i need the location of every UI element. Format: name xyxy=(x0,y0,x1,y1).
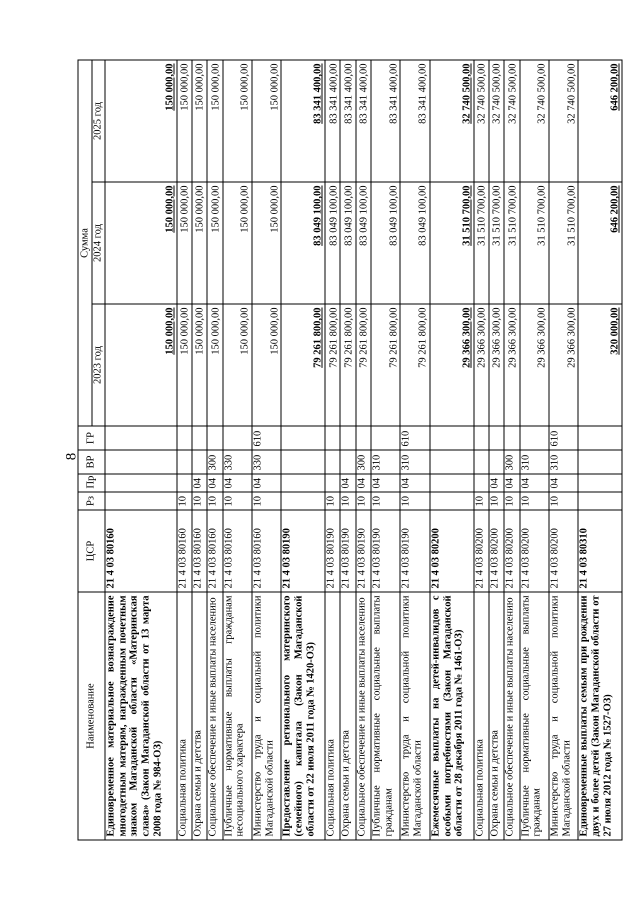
table-row xyxy=(105,60,177,840)
row-csr: 21 4 03 80190 xyxy=(356,510,371,592)
row-name: Публичные нормативные социальные выплаты гражданам xyxy=(371,592,400,840)
row-gr xyxy=(578,426,622,450)
budget-sheet xyxy=(78,61,623,841)
row-name: Социальная политика xyxy=(177,592,192,840)
row-gr xyxy=(489,426,504,450)
row-pr xyxy=(325,474,340,492)
table-row xyxy=(340,60,355,840)
table-row xyxy=(281,60,325,840)
row-sum-2023: 79 261 800,00 xyxy=(400,304,429,426)
table-row xyxy=(356,60,371,840)
row-name: Публичные нормативные социальные выплаты гражданам xyxy=(520,592,549,840)
row-sum-2023: 150 000,00 xyxy=(192,304,207,426)
row-sum-2025: 150 000,00 xyxy=(177,60,192,182)
row-vr xyxy=(177,450,192,474)
row-csr: 21 4 03 80160 xyxy=(223,510,252,592)
row-name: Охрана семьи и детства xyxy=(489,592,504,840)
row-pr: 04 xyxy=(207,474,222,492)
row-gr xyxy=(371,426,400,450)
row-vr xyxy=(340,450,355,474)
row-sum-2025: 32 740 500,00 xyxy=(504,60,519,182)
row-csr: 21 4 03 80190 xyxy=(281,510,325,592)
row-sum-2025: 150 000,00 xyxy=(223,60,252,182)
table-row xyxy=(177,60,192,840)
row-sum-2025: 83 341 400,00 xyxy=(340,60,355,182)
row-vr: 300 xyxy=(207,450,222,474)
row-rz xyxy=(105,492,177,510)
row-vr: 310 xyxy=(549,450,578,474)
row-gr xyxy=(504,426,519,450)
row-csr: 21 4 03 80310 xyxy=(578,510,622,592)
row-sum-2023: 29 366 300,00 xyxy=(474,304,489,426)
row-pr xyxy=(177,474,192,492)
row-sum-2025: 32 740 500,00 xyxy=(430,60,474,182)
row-csr: 21 4 03 80190 xyxy=(325,510,340,592)
row-sum-2025: 150 000,00 xyxy=(105,60,177,182)
row-sum-2025: 150 000,00 xyxy=(192,60,207,182)
row-gr xyxy=(281,426,325,450)
row-gr xyxy=(105,426,177,450)
row-sum-2025: 646 200,00 xyxy=(578,60,622,182)
row-gr xyxy=(356,426,371,450)
row-name: Единовременные выплаты семьям при рождении двух и более детей (Закон Магаданской области от 27 июля 2012 года № 1527-ОЗ) xyxy=(578,592,622,840)
row-gr xyxy=(430,426,474,450)
row-rz: 10 xyxy=(520,492,549,510)
row-sum-2025: 83 341 400,00 xyxy=(325,60,340,182)
row-sum-2023: 150 000,00 xyxy=(177,304,192,426)
row-gr xyxy=(340,426,355,450)
row-csr: 21 4 03 80190 xyxy=(400,510,429,592)
row-rz: 10 xyxy=(489,492,504,510)
header-year-2025: 2025 год xyxy=(92,60,105,182)
row-sum-2024: 31 510 700,00 xyxy=(504,182,519,304)
row-sum-2025: 32 740 500,00 xyxy=(549,60,578,182)
row-sum-2024: 150 000,00 xyxy=(177,182,192,304)
row-name: Социальное обеспечение и иные выплаты населению xyxy=(356,592,371,840)
row-pr: 04 xyxy=(400,474,429,492)
row-sum-2023: 29 366 300,00 xyxy=(489,304,504,426)
row-rz: 10 xyxy=(504,492,519,510)
row-sum-2023: 150 000,00 xyxy=(207,304,222,426)
row-pr xyxy=(474,474,489,492)
header-year-2024: 2024 год xyxy=(92,182,105,304)
table-row xyxy=(549,60,578,840)
table-row xyxy=(223,60,252,840)
row-sum-2025: 150 000,00 xyxy=(252,60,281,182)
row-pr xyxy=(281,474,325,492)
row-pr xyxy=(105,474,177,492)
header-pr: Пр xyxy=(78,474,105,492)
row-pr: 04 xyxy=(489,474,504,492)
row-csr: 21 4 03 80160 xyxy=(207,510,222,592)
header-rz: Рз xyxy=(78,492,105,510)
header-year-2023: 2023 год xyxy=(92,304,105,426)
row-vr xyxy=(192,450,207,474)
row-gr xyxy=(207,426,222,450)
row-pr: 04 xyxy=(340,474,355,492)
table-row xyxy=(325,60,340,840)
row-sum-2024: 83 049 100,00 xyxy=(340,182,355,304)
row-csr: 21 4 03 80200 xyxy=(520,510,549,592)
row-gr: 610 xyxy=(252,426,281,450)
row-csr: 21 4 03 80200 xyxy=(430,510,474,592)
row-sum-2024: 150 000,00 xyxy=(192,182,207,304)
row-sum-2023: 150 000,00 xyxy=(252,304,281,426)
row-sum-2023: 79 261 800,00 xyxy=(281,304,325,426)
row-sum-2024: 150 000,00 xyxy=(252,182,281,304)
row-gr xyxy=(177,426,192,450)
row-gr: 610 xyxy=(400,426,429,450)
row-vr: 310 xyxy=(400,450,429,474)
row-name: Социальная политика xyxy=(474,592,489,840)
row-rz: 10 xyxy=(177,492,192,510)
row-sum-2025: 32 740 500,00 xyxy=(489,60,504,182)
row-sum-2023: 29 366 300,00 xyxy=(549,304,578,426)
row-csr: 21 4 03 80160 xyxy=(252,510,281,592)
row-sum-2023: 79 261 800,00 xyxy=(325,304,340,426)
row-name: Министерство труда и социальной политики Магаданской области xyxy=(252,592,281,840)
table-row xyxy=(578,60,622,840)
row-sum-2025: 83 341 400,00 xyxy=(356,60,371,182)
row-gr xyxy=(192,426,207,450)
row-sum-2024: 83 049 100,00 xyxy=(400,182,429,304)
table-row xyxy=(192,60,207,840)
row-rz: 10 xyxy=(252,492,281,510)
row-csr: 21 4 03 80160 xyxy=(105,510,177,592)
row-sum-2023: 150 000,00 xyxy=(223,304,252,426)
row-rz: 10 xyxy=(223,492,252,510)
table-row xyxy=(400,60,429,840)
row-sum-2024: 150 000,00 xyxy=(207,182,222,304)
table-row xyxy=(252,60,281,840)
row-name: Охрана семьи и детства xyxy=(192,592,207,840)
header-name: Наименование xyxy=(78,592,105,840)
row-vr xyxy=(281,450,325,474)
row-sum-2025: 32 740 500,00 xyxy=(520,60,549,182)
row-sum-2023: 79 261 800,00 xyxy=(340,304,355,426)
row-pr xyxy=(578,474,622,492)
row-sum-2024: 83 049 100,00 xyxy=(371,182,400,304)
row-name: Министерство труда и социальной политики Магаданской области xyxy=(549,592,578,840)
row-gr xyxy=(520,426,549,450)
row-vr xyxy=(430,450,474,474)
row-sum-2023: 79 261 800,00 xyxy=(356,304,371,426)
row-csr: 21 4 03 80190 xyxy=(371,510,400,592)
row-csr: 21 4 03 80190 xyxy=(340,510,355,592)
row-csr: 21 4 03 80160 xyxy=(192,510,207,592)
row-name: Предоставление регионального материнского (семейного) капитала (Закон Магаданской области от 22 июля 2011 года № 1420-ОЗ) xyxy=(281,592,325,840)
row-sum-2024: 83 049 100,00 xyxy=(325,182,340,304)
header-csr: ЦСР xyxy=(78,510,105,592)
row-pr: 04 xyxy=(549,474,578,492)
table-row xyxy=(474,60,489,840)
row-sum-2024: 31 510 700,00 xyxy=(489,182,504,304)
row-pr: 04 xyxy=(252,474,281,492)
row-gr: 610 xyxy=(549,426,578,450)
row-name: Социальное обеспечение и иные выплаты населению xyxy=(207,592,222,840)
header-row xyxy=(78,60,92,840)
row-sum-2023: 320 000,00 xyxy=(578,304,622,426)
row-sum-2023: 29 366 300,00 xyxy=(520,304,549,426)
row-sum-2025: 150 000,00 xyxy=(207,60,222,182)
row-name: Социальная политика xyxy=(325,592,340,840)
row-sum-2023: 150 000,00 xyxy=(105,304,177,426)
row-sum-2024: 150 000,00 xyxy=(223,182,252,304)
table-row xyxy=(371,60,400,840)
row-name: Социальное обеспечение и иные выплаты населению xyxy=(504,592,519,840)
row-rz: 10 xyxy=(474,492,489,510)
row-sum-2025: 83 341 400,00 xyxy=(400,60,429,182)
row-rz: 10 xyxy=(400,492,429,510)
row-name: Ежемесячные выплаты на детей-инвалидов с особыми потребностями (Закон Магаданской области от 28 декабря 2011 года № 1461-ОЗ) xyxy=(430,592,474,840)
row-vr xyxy=(578,450,622,474)
row-sum-2023: 29 366 300,00 xyxy=(430,304,474,426)
row-vr xyxy=(489,450,504,474)
row-vr: 310 xyxy=(520,450,549,474)
row-csr: 21 4 03 80200 xyxy=(474,510,489,592)
row-vr xyxy=(325,450,340,474)
table-row xyxy=(520,60,549,840)
row-sum-2025: 32 740 500,00 xyxy=(474,60,489,182)
row-pr: 04 xyxy=(192,474,207,492)
row-rz: 10 xyxy=(340,492,355,510)
row-pr: 04 xyxy=(356,474,371,492)
row-name: Министерство труда и социальной политики Магаданской области xyxy=(400,592,429,840)
row-gr xyxy=(223,426,252,450)
row-rz: 10 xyxy=(549,492,578,510)
row-csr: 21 4 03 80200 xyxy=(549,510,578,592)
row-vr: 330 xyxy=(223,450,252,474)
row-rz: 10 xyxy=(356,492,371,510)
table-row xyxy=(207,60,222,840)
row-rz: 10 xyxy=(325,492,340,510)
row-gr xyxy=(325,426,340,450)
row-vr xyxy=(474,450,489,474)
header-gr: ГР xyxy=(78,426,105,450)
row-sum-2024: 31 510 700,00 xyxy=(474,182,489,304)
row-rz xyxy=(578,492,622,510)
row-csr: 21 4 03 80200 xyxy=(489,510,504,592)
row-vr: 310 xyxy=(371,450,400,474)
budget-table xyxy=(78,59,623,840)
row-sum-2024: 83 049 100,00 xyxy=(281,182,325,304)
table-body xyxy=(105,60,622,840)
header-sum: Сумма xyxy=(78,60,92,426)
row-name: Единовременное материальное вознаграждение многодетным матерям, награжденным почетным знаком Магаданской области «Материнская слава» (Закон Магаданской области от 13 марта 2008 года № 984-ОЗ) xyxy=(105,592,177,840)
row-rz: 10 xyxy=(207,492,222,510)
row-sum-2024: 646 200,00 xyxy=(578,182,622,304)
row-csr: 21 4 03 80200 xyxy=(504,510,519,592)
row-sum-2024: 31 510 700,00 xyxy=(520,182,549,304)
row-pr: 04 xyxy=(520,474,549,492)
table-row xyxy=(489,60,504,840)
row-name: Публичные нормативные выплаты гражданам несоциального характера xyxy=(223,592,252,840)
row-sum-2023: 29 366 300,00 xyxy=(504,304,519,426)
row-vr xyxy=(105,450,177,474)
row-vr: 300 xyxy=(504,450,519,474)
table-row xyxy=(504,60,519,840)
row-sum-2025: 83 341 400,00 xyxy=(371,60,400,182)
row-csr: 21 4 03 80160 xyxy=(177,510,192,592)
row-vr: 330 xyxy=(252,450,281,474)
row-gr xyxy=(474,426,489,450)
row-pr xyxy=(430,474,474,492)
row-name: Охрана семьи и детства xyxy=(340,592,355,840)
row-sum-2023: 79 261 800,00 xyxy=(371,304,400,426)
row-sum-2024: 31 510 700,00 xyxy=(549,182,578,304)
page-number: 8 xyxy=(63,452,80,461)
row-pr: 04 xyxy=(504,474,519,492)
header-vr: ВР xyxy=(78,450,105,474)
row-pr: 04 xyxy=(371,474,400,492)
row-sum-2025: 83 341 400,00 xyxy=(281,60,325,182)
row-sum-2024: 83 049 100,00 xyxy=(356,182,371,304)
row-sum-2024: 31 510 700,00 xyxy=(430,182,474,304)
table-row xyxy=(430,60,474,840)
row-rz xyxy=(281,492,325,510)
row-vr: 300 xyxy=(356,450,371,474)
row-sum-2024: 150 000,00 xyxy=(105,182,177,304)
row-pr: 04 xyxy=(223,474,252,492)
row-rz: 10 xyxy=(192,492,207,510)
row-rz: 10 xyxy=(371,492,400,510)
row-rz xyxy=(430,492,474,510)
